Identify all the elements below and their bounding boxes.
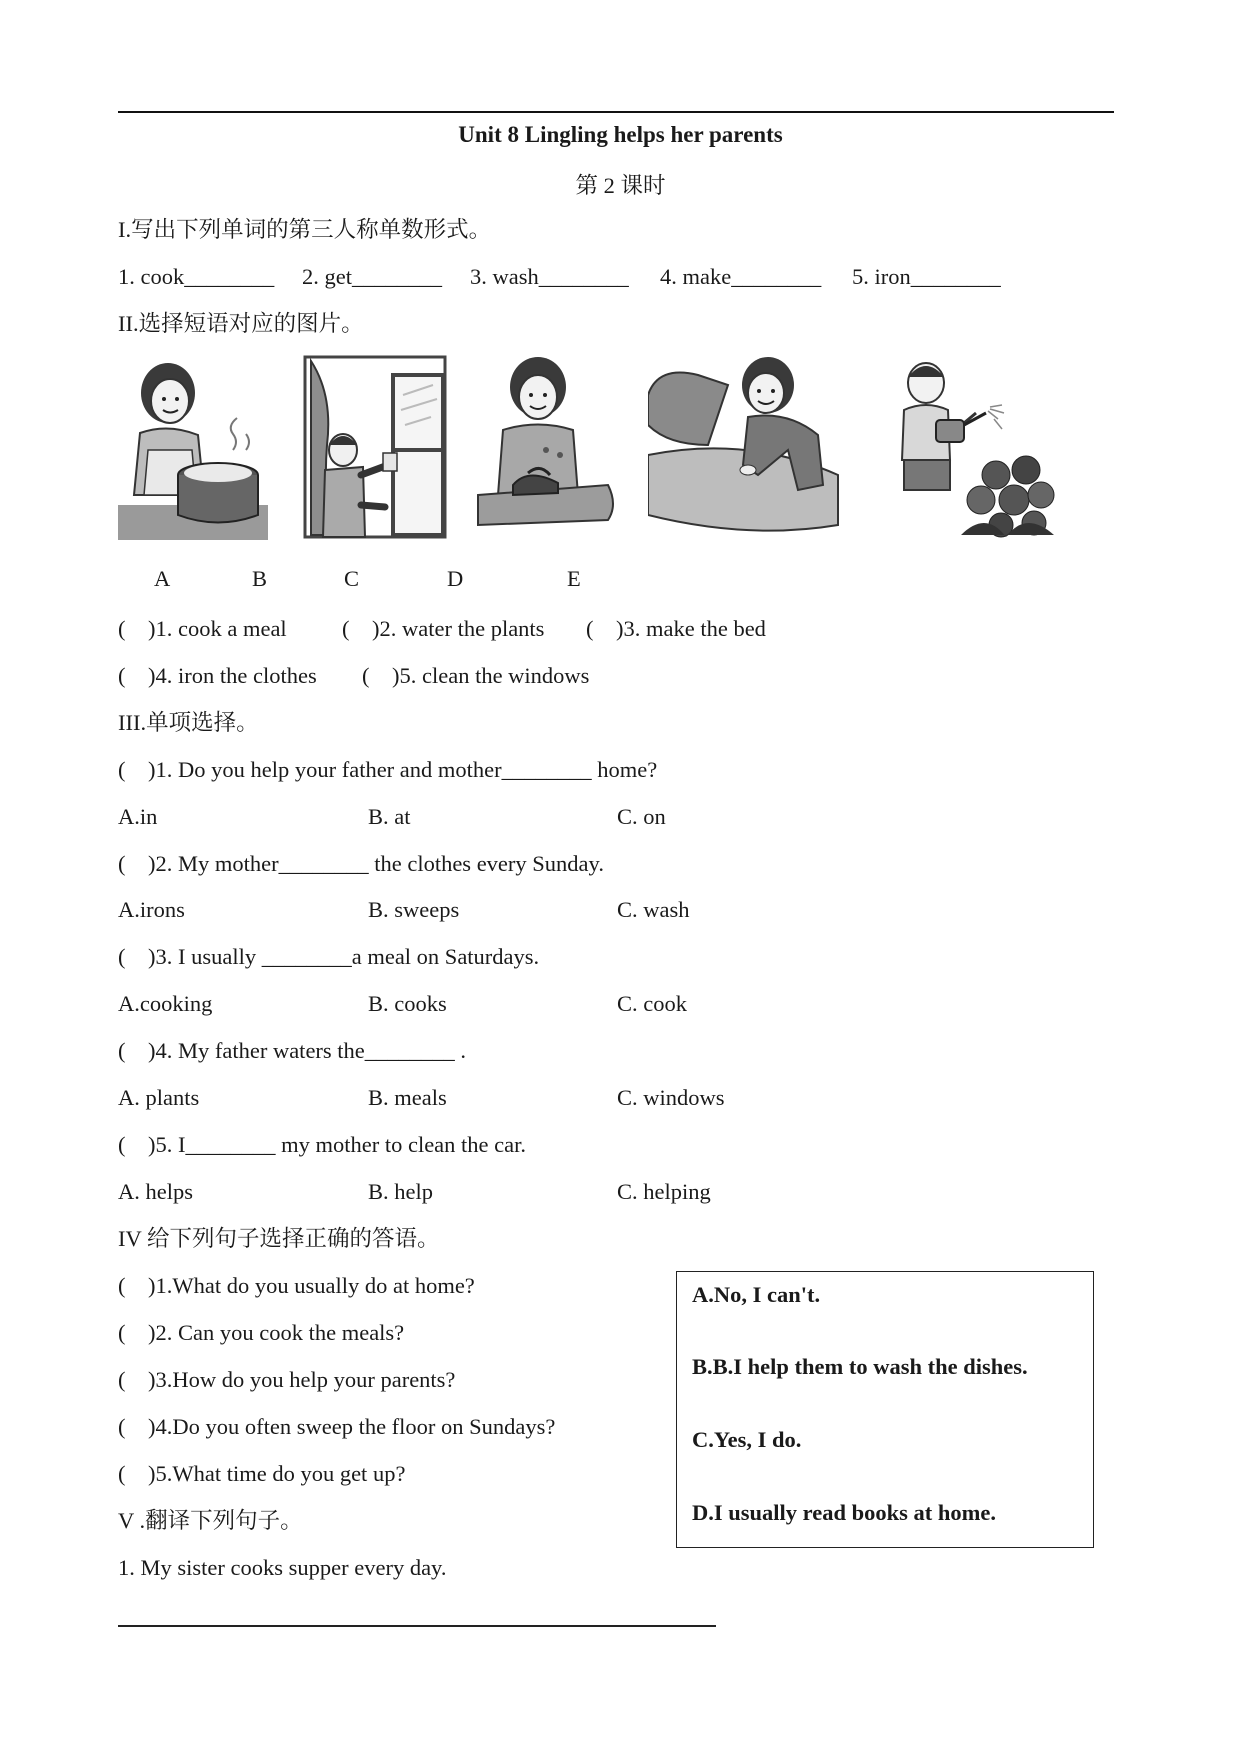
- section4-heading: IV 给下列句子选择正确的答语。: [118, 1226, 440, 1251]
- mc-q1-option-a: A.in: [118, 804, 158, 829]
- mc-q5-option-a: A. helps: [118, 1179, 193, 1204]
- page-title: Unit 8 Lingling helps her parents: [458, 122, 783, 147]
- answer-option-a: A.No, I can't.: [692, 1282, 821, 1307]
- section3-heading: III.单项选择。: [118, 710, 259, 735]
- picture-strip: [118, 355, 1068, 540]
- mc-q2-option-a: A.irons: [118, 897, 185, 922]
- picture-letter-b: B: [252, 566, 268, 591]
- mc-q1-option-b: B. at: [368, 804, 411, 829]
- answer-option-d: D.I usually read books at home.: [692, 1500, 997, 1525]
- page-subtitle: 第 2 课时: [575, 173, 666, 198]
- section1-item-5: 5. iron________: [852, 264, 1001, 289]
- response-question-3: ( )3.How do you help your parents?: [118, 1367, 456, 1392]
- mc-question-3: ( )3. I usually ________a meal on Saturdays.: [118, 944, 540, 969]
- answer-option-c: C.Yes, I do.: [692, 1427, 802, 1452]
- mc-q4-option-a: A. plants: [118, 1085, 200, 1110]
- match-item-4: ( )4. iron the clothes: [118, 663, 317, 688]
- response-question-4: ( )4.Do you often sweep the floor on Sundays?: [118, 1414, 556, 1439]
- translate-sentence-1: 1. My sister cooks supper every day.: [118, 1555, 447, 1580]
- mc-q5-option-c: C. helping: [617, 1179, 711, 1204]
- woman-cooking-icon: [118, 355, 278, 540]
- section1-item-2: 2. get________: [302, 264, 442, 289]
- mc-q3-option-c: C. cook: [617, 991, 687, 1016]
- mc-q2-option-c: C. wash: [617, 897, 690, 922]
- answer-option-b: B.B.I help them to wash the dishes.: [692, 1354, 1028, 1379]
- mc-q5-option-b: B. help: [368, 1179, 433, 1204]
- header-rule: [118, 111, 1114, 113]
- translation-answer-line[interactable]: [118, 1625, 716, 1627]
- mc-q4-option-c: C. windows: [617, 1085, 725, 1110]
- section1-item-4: 4. make________: [660, 264, 822, 289]
- section5-heading: V .翻译下列句子。: [118, 1508, 303, 1533]
- mc-question-4: ( )4. My father waters the________ .: [118, 1038, 467, 1063]
- boy-cleaning-window-icon: [303, 355, 448, 540]
- picture-letter-d: D: [447, 566, 464, 591]
- picture-letter-a: A: [154, 566, 171, 591]
- section2-heading: II.选择短语对应的图片。: [118, 311, 364, 336]
- woman-ironing-icon: [468, 355, 618, 540]
- woman-making-bed-icon: [648, 355, 848, 540]
- mc-q3-option-a: A.cooking: [118, 991, 213, 1016]
- section1-item-3: 3. wash________: [470, 264, 629, 289]
- response-question-5: ( )5.What time do you get up?: [118, 1461, 406, 1486]
- match-item-1: ( )1. cook a meal: [118, 616, 287, 641]
- mc-q2-option-b: B. sweeps: [368, 897, 460, 922]
- response-question-2: ( )2. Can you cook the meals?: [118, 1320, 405, 1345]
- section1-heading: I.写出下列单词的第三人称单数形式。: [118, 217, 492, 242]
- mc-question-5: ( )5. I________ my mother to clean the car.: [118, 1132, 527, 1157]
- mc-question-1: ( )1. Do you help your father and mother________ home?: [118, 757, 658, 782]
- boy-watering-plants-icon: [876, 355, 1056, 540]
- mc-q1-option-c: C. on: [617, 804, 666, 829]
- picture-letter-e: E: [567, 566, 581, 591]
- mc-question-2: ( )2. My mother________ the clothes every Sunday.: [118, 851, 604, 876]
- match-item-5: ( )5. clean the windows: [362, 663, 590, 688]
- answer-options-box: [676, 1271, 1094, 1548]
- response-question-1: ( )1.What do you usually do at home?: [118, 1273, 475, 1298]
- picture-letter-c: C: [344, 566, 360, 591]
- section1-item-1: 1. cook________: [118, 264, 275, 289]
- mc-q4-option-b: B. meals: [368, 1085, 447, 1110]
- match-item-2: ( )2. water the plants: [342, 616, 545, 641]
- mc-q3-option-b: B. cooks: [368, 991, 447, 1016]
- match-item-3: ( )3. make the bed: [586, 616, 766, 641]
